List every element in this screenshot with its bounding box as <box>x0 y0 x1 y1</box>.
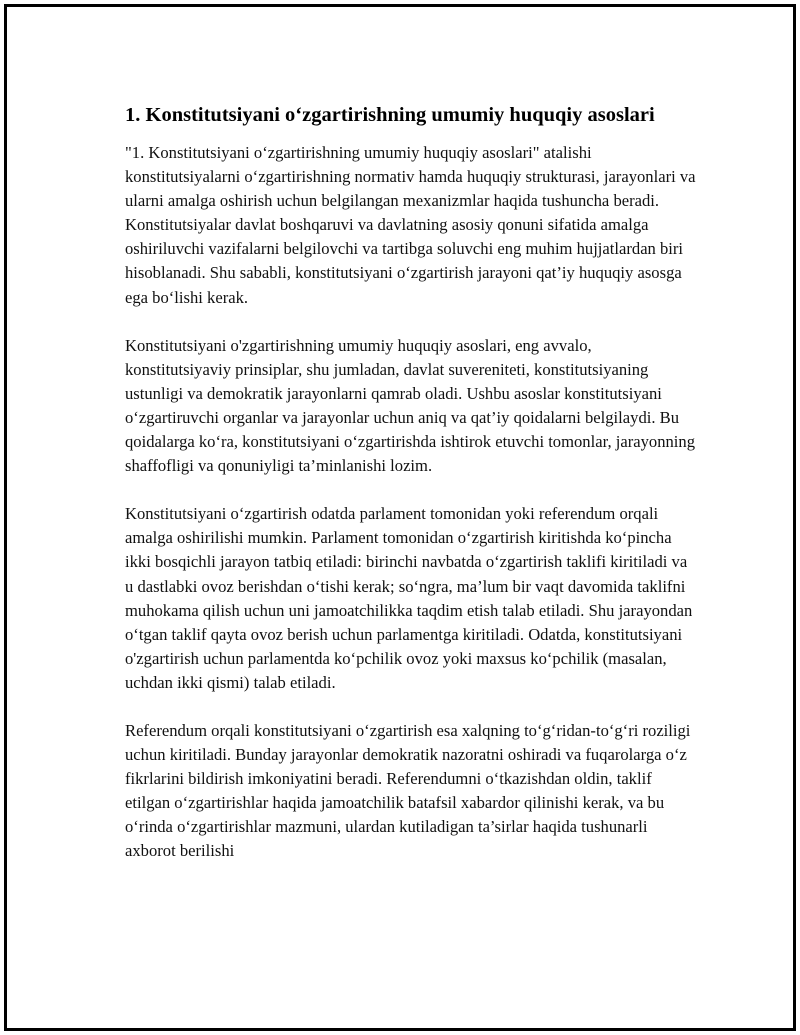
paragraph-4: Referendum orqali konstitutsiyani o‘zgartirish esa xalqning to‘g‘ridan-to‘g‘ri roziligi uchun kiritiladi. Bunday jarayonlar demokratik nazoratni oshiradi va fuqarolarga o‘z fikrlarini bildirish imkoniyatini beradi. Referendumni o‘tkazishdan oldin, taklif etilgan o‘zgartirishlar haqida jamoatchilik batafsil xabardor qilinishi kerak, va bu o‘rinda o‘zgartirishlar mazmuni, ulardan kutiladigan ta’sirlar haqida tushunarli axborot berilishi <box>125 720 691 861</box>
section-heading: 1. Konstitutsiyani o‘zgartirishning umumiy huquqiy asoslari <box>125 104 655 126</box>
page-frame <box>4 4 796 1031</box>
paragraph-3: Konstitutsiyani o‘zgartirish odatda parlament tomonidan yoki referendum orqali amalga oshirilishi mumkin. Parlament tomonidan o‘zgartirish kiritishda ko‘pincha ikki bosqichli jarayon tatbiq etiladi: birinchi navbatda o‘zgartirish taklifi kiritiladi va u dastlabki ovoz berishdan o‘tishi kerak; so‘ngra, ma’lum bir vaqt davomida taklifni muhokama qilish uchun uni jamoatchilikka taqdim etish talab etiladi. Shu jarayondan o‘tgan taklif qayta ovoz berish uchun parlamentga kiritiladi. Odatda, konstitutsiyani o'zgartirish uchun parlamentda ko‘pchilik ovoz yoki maxsus ko‘pchilik (masalan, uchdan ikki qismi) talab etiladi. <box>125 504 693 692</box>
paragraph-1: "1. Konstitutsiyani o‘zgartirishning umumiy huquqiy asoslari" atalishi konstitutsiyalarni o‘zgartirishning normativ hamda huquqiy strukturasi, jarayonlari va ularni amalga oshirish uchun belgilangan mexanizmlar haqida tushuncha beradi. Konstitutsiyalar davlat boshqaruvi va davlatning asosiy qonuni sifatida amalga oshiriluvchi vazifalarni belgilovchi va tartibga soluvchi eng muhim hujjatlardan biri hisoblanadi. Shu sababli, konstitutsiyani o‘zgartirish jarayoni qat’iy huquqiy asosga ega bo‘lishi kerak. <box>125 143 696 307</box>
document-body <box>125 101 697 888</box>
paragraph-2: Konstitutsiyani o'zgartirishning umumiy huquqiy asoslari, eng avvalo, konstitutsiyaviy prinsiplar, shu jumladan, davlat suvereniteti, konstitutsiyaning ustunligi va demokratik jarayonlarni qamrab oladi. Ushbu asoslar konstitutsiyani o‘zgartiruvchi organlar va jarayonlar uchun aniq va qat’iy qoidalarni belgilaydi. Bu qoidalarga ko‘ra, konstitutsiyani o‘zgartirishda ishtirok etuvchi tomonlar, jarayonning shaffofligi va qonuniyligi ta’minlanishi lozim. <box>125 335 695 476</box>
